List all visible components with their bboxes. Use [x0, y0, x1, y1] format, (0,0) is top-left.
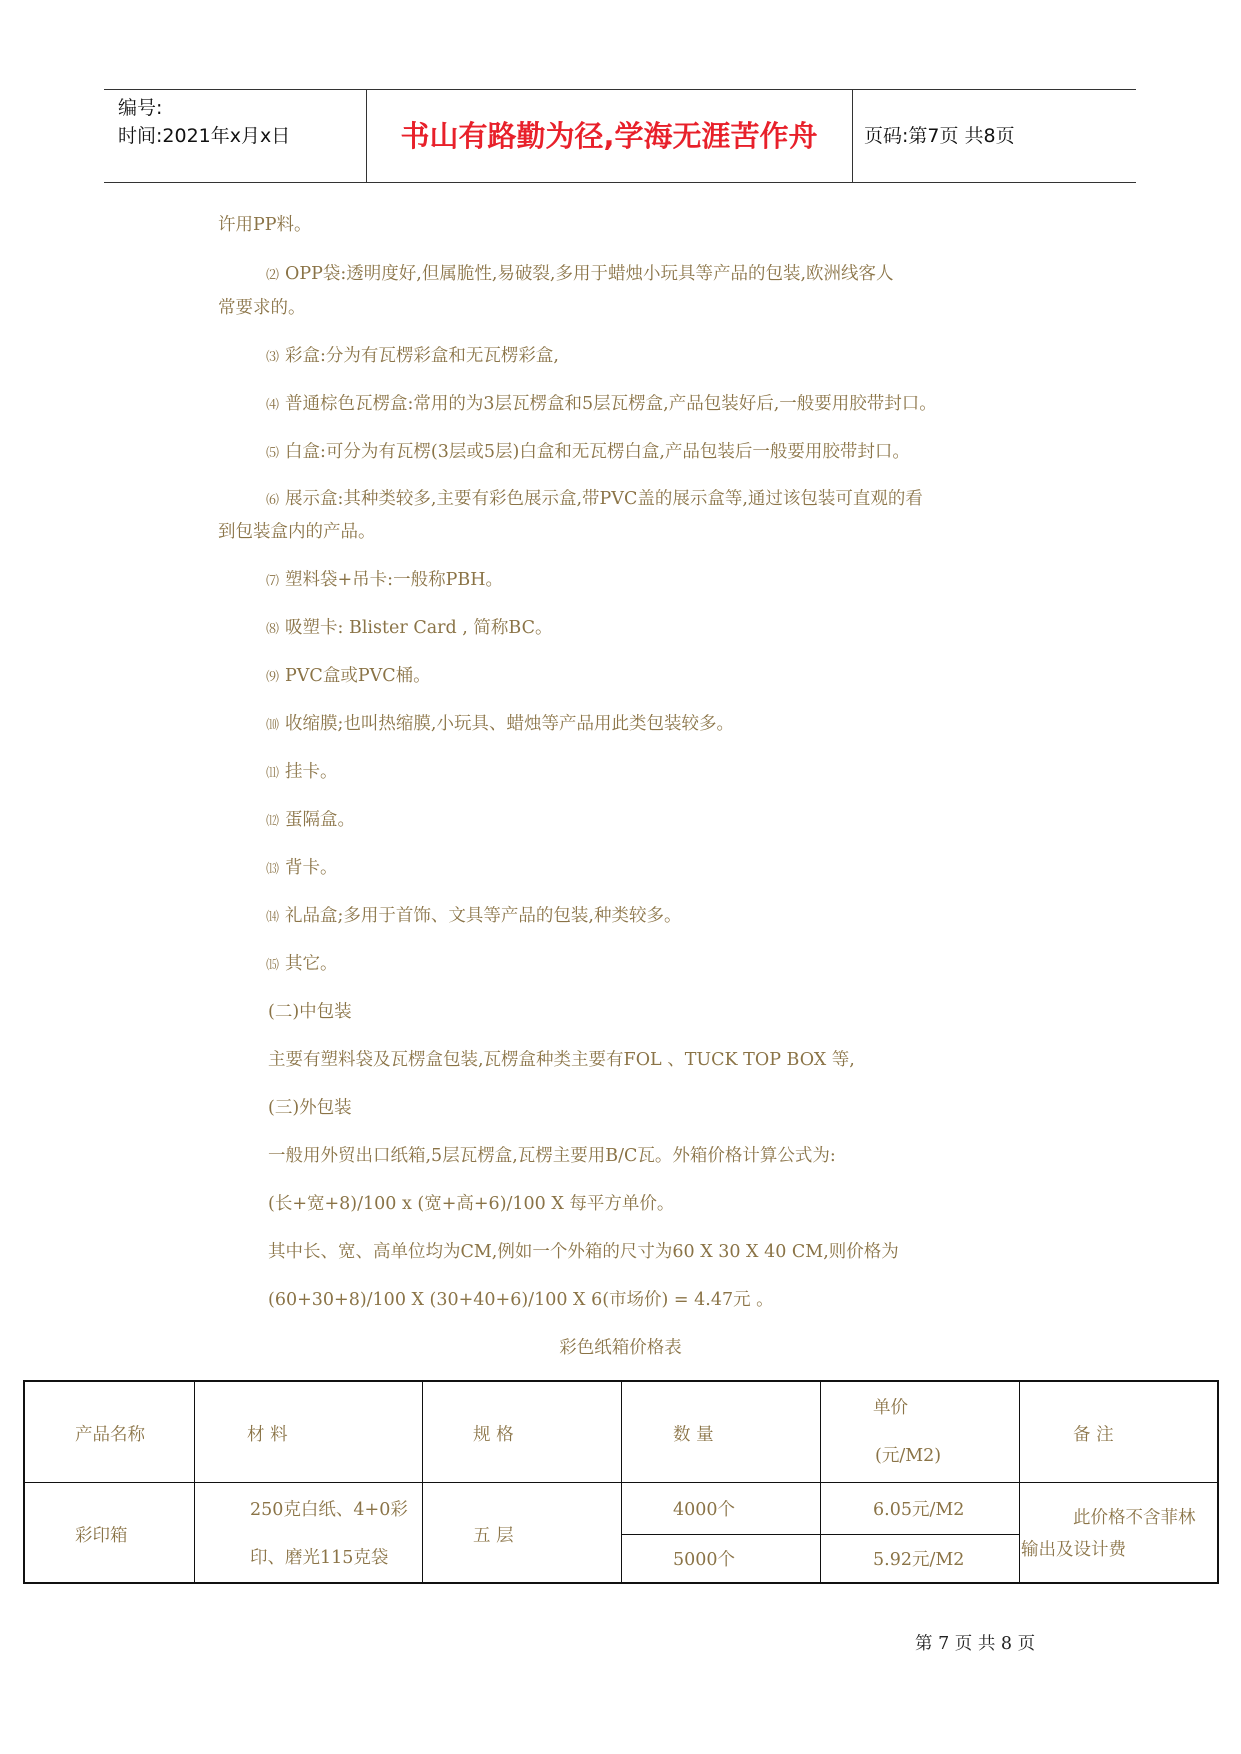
- list-item: ⑻ 吸塑卡: Blister Card , 简称BC。: [266, 618, 553, 638]
- paragraph-example: 其中长、宽、高单位均为CM,例如一个外箱的尺寸为60 X 30 X 40 CM,则价格为: [268, 1242, 899, 1262]
- list-item: ⒁ 礼品盒;多用于首饰、文具等产品的包装,种类较多。: [266, 906, 682, 926]
- list-item: ⑾ 挂卡。: [266, 762, 338, 782]
- header-cell-spec: 规 格: [473, 1425, 514, 1445]
- doc-number-label: 编号:: [118, 97, 163, 119]
- cell-qty: 4000个: [673, 1500, 736, 1520]
- list-item: ⑽ 收缩膜;也叫热缩膜,小玩具、蜡烛等产品用此类包装较多。: [266, 714, 734, 734]
- cell-qty: 5000个: [673, 1550, 736, 1570]
- table-caption: 彩色纸箱价格表: [559, 1338, 682, 1358]
- header-info: [118, 94, 290, 150]
- cell-spec: 五 层: [473, 1526, 514, 1546]
- list-item: ⑼ PVC盒或PVC桶。: [266, 666, 431, 686]
- formula: (长+宽+8)/100 x (宽+高+6)/100 X 每平方单价。: [268, 1194, 675, 1214]
- header-divider: [852, 90, 853, 182]
- doc-date-label: 时间:2021年x月x日: [118, 125, 291, 147]
- list-item: ⒀ 背卡。: [266, 858, 338, 878]
- list-item: ⑶ 彩盒:分为有瓦楞彩盒和无瓦楞彩盒,: [266, 346, 559, 366]
- page-footer: 第 7 页 共 8 页: [915, 1634, 1036, 1654]
- header-cell-material: 材 料: [247, 1425, 288, 1445]
- list-item: ⑵ OPP袋:透明度好,但属脆性,易破裂,多用于蜡烛小玩具等产品的包装,欧洲线客人: [266, 264, 894, 284]
- list-item: ⑹ 展示盒:其种类较多,主要有彩色展示盒,带PVC盖的展示盒等,通过该包装可直观的看: [266, 489, 923, 509]
- paragraph-outer: 一般用外贸出口纸箱,5层瓦楞盒,瓦楞主要用B/C瓦。外箱价格计算公式为:: [268, 1146, 836, 1166]
- cell-price: 6.05元/M2: [873, 1500, 965, 1520]
- cell-material-cont: 印、磨光115克袋: [250, 1548, 389, 1568]
- table-subrow-divider: [621, 1534, 1019, 1535]
- header-cell-qty: 数 量: [673, 1425, 714, 1445]
- paragraph-pp: 许用PP料。: [218, 215, 312, 235]
- header-motto: 书山有路勤为径,学海无涯苦作舟: [400, 119, 818, 153]
- cell-note: 此价格不含菲林: [1073, 1508, 1196, 1528]
- list-item: ⑺ 塑料袋+吊卡:一般称PBH。: [266, 570, 503, 590]
- header-cell-price-unit: (元/M2): [875, 1446, 942, 1466]
- header-cell-price: 单价: [873, 1398, 908, 1418]
- header-cell-note: 备 注: [1073, 1425, 1114, 1445]
- list-item: ⑷ 普通棕色瓦楞盒:常用的为3层瓦楞盒和5层瓦楞盒,产品包装好后,一般要用胶带封口。: [266, 394, 937, 414]
- cell-product-name: 彩印箱: [75, 1526, 128, 1546]
- header-cell-name: 产品名称: [75, 1425, 145, 1445]
- list-item: ⒂ 其它。: [266, 954, 338, 974]
- cell-material: 250克白纸、4+0彩: [250, 1500, 408, 1520]
- section-heading-mid: (二)中包装: [268, 1002, 352, 1022]
- table-row-divider: [25, 1482, 1217, 1483]
- cell-note-cont: 输出及设计费: [1021, 1540, 1126, 1560]
- list-item: ⑸ 白盒:可分为有瓦楞(3层或5层)白盒和无瓦楞白盒,产品包装后一般要用胶带封口。: [266, 442, 910, 462]
- list-item-continuation: 到包装盒内的产品。: [218, 522, 376, 542]
- price-table: [23, 1380, 1219, 1584]
- paragraph-mid: 主要有塑料袋及瓦楞盒包装,瓦楞盒种类主要有FOL 、TUCK TOP BOX 等,: [268, 1050, 855, 1070]
- page-header: [104, 89, 1136, 183]
- list-item-continuation: 常要求的。: [218, 298, 306, 318]
- header-page-label: 页码:第7页 共8页: [864, 125, 1015, 147]
- section-heading-outer: (三)外包装: [268, 1098, 352, 1118]
- example-calculation: (60+30+8)/100 X (30+40+6)/100 X 6(市场价) = 4.47元 。: [268, 1290, 774, 1310]
- cell-price: 5.92元/M2: [873, 1550, 965, 1570]
- list-item: ⑿ 蛋隔盒。: [266, 810, 356, 830]
